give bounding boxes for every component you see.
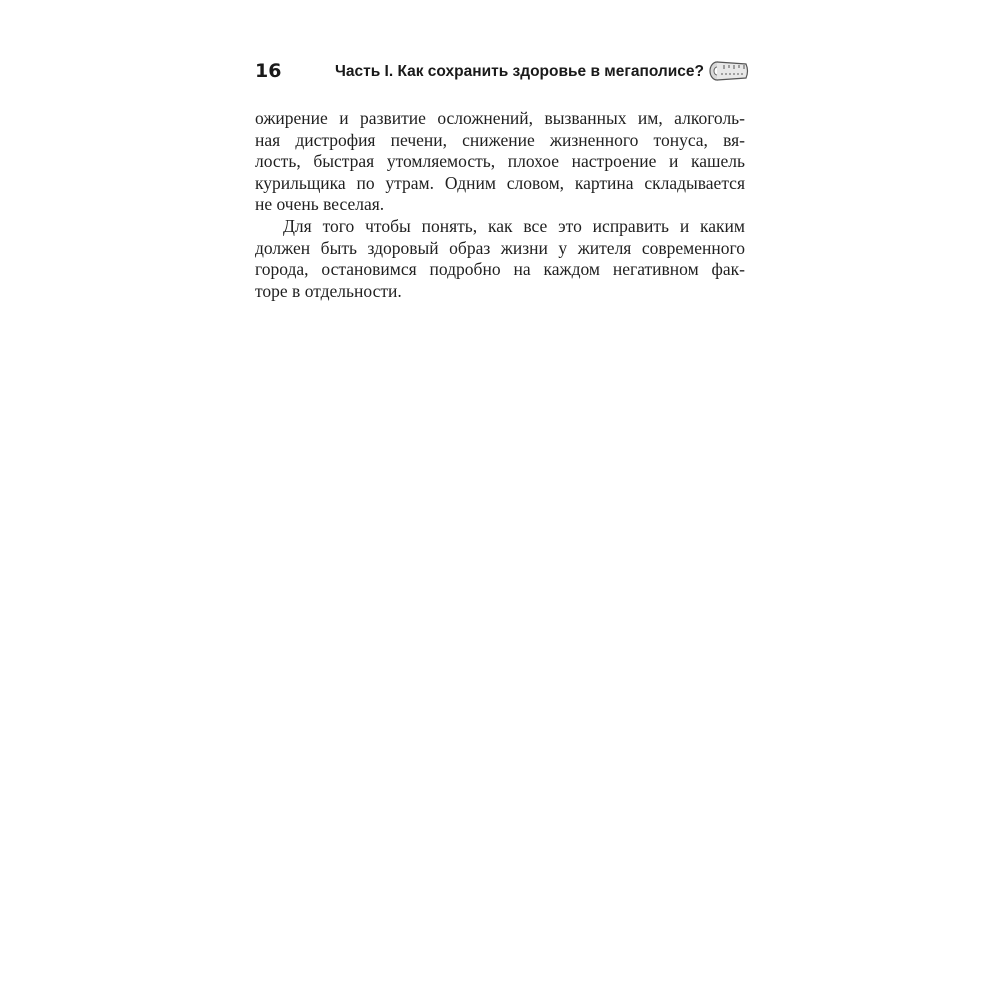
paragraph-1 <box>255 108 745 216</box>
text-line: не очень веселая. <box>255 194 385 215</box>
text-line: Для того чтобы понять, как все это исправить и каким <box>283 215 745 236</box>
chapter-title: Часть I. Как сохранить здоровье в мегаполисе? <box>335 63 704 80</box>
paragraph-2 <box>255 216 745 302</box>
text-line: ная дистрофия печени, снижение жизненного тонуса, вя- <box>255 129 745 150</box>
running-head <box>255 58 750 86</box>
text-line: ожирение и развитие осложнений, вызванных им, алкоголь- <box>255 108 745 128</box>
text-line: лость, быстрая утомляемость, плохое настроение и кашель <box>255 151 745 172</box>
text-line: города, остановимся подробно на каждом негативном фак- <box>255 259 745 280</box>
measuring-tape-icon <box>708 60 750 82</box>
page-number: 16 <box>255 60 282 82</box>
text-line: должен быть здоровый образ жизни у жителя современного <box>255 237 745 258</box>
text-line: курильщика по утрам. Одним словом, картина складывается <box>255 172 745 193</box>
text-line: торе в отдельности. <box>255 280 402 301</box>
body-text <box>255 108 745 302</box>
